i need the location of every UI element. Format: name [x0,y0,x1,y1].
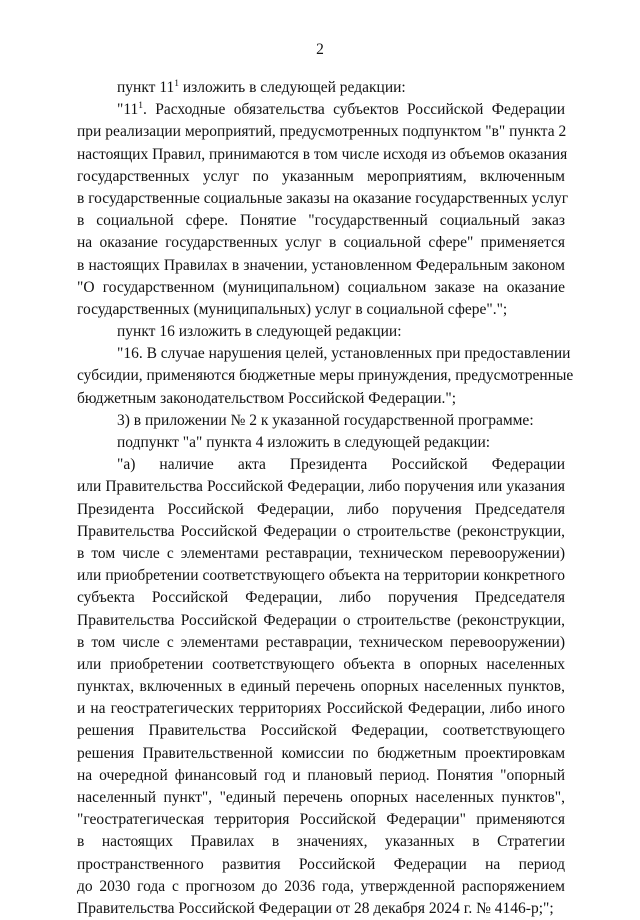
text-segment: населенный пункт", "единый перечень опорных населенных пунктов", [77,789,565,806]
text-line [77,499,565,521]
paragraph-p-11-1-intro [77,77,565,99]
text-line [77,454,565,476]
document-body [77,77,574,920]
text-line [77,255,565,277]
text-segment: в государственные социальные заказы на оказание государственных услуг [77,189,569,207]
text-segment: Правительства Российской Федерации о строительстве (реконструкции, [77,522,565,540]
text-segment: решения Правительства Российской Федерации, соответствующего [77,722,565,740]
text-segment: на очередной финансовый год и плановый период. Понятия "опорный [77,766,565,784]
text-line [77,876,565,898]
text-line [77,743,565,765]
text-line [77,632,565,654]
text-line [77,299,565,321]
text-segment: Правительства Российской Федерации от 28 декабря 2024 г. № 4146-р;"; [77,899,554,917]
text-segment: 3) в приложении № 2 к указанной государственной программе: [117,411,534,429]
text-line [77,787,565,809]
text-line [77,698,565,720]
text-segment: или приобретении соответствующего объекта в опорных населенных [77,655,565,673]
text-line [77,166,565,188]
paragraph-p-16-intro [77,321,565,343]
text-segment: бюджетным законодательством Российской Федерации."; [77,389,457,407]
text-segment: "16. В случае нарушения целей, установленных при предоставлении [117,345,571,363]
text-line [77,144,568,166]
text-segment: пунктах, включенных в единый перечень опорных населенных пунктов, [77,678,565,696]
text-segment: государственных услуг по указанным мероприятиям, включенным [77,167,565,185]
text-line [77,587,565,609]
text-line [77,277,565,299]
text-segment: подпункт "а" пункта 4 изложить в следующей редакции: [117,434,491,451]
text-segment: "11 [117,101,139,119]
text-line [77,676,565,698]
text-segment: "геостратегическая территория Российской Федерации" применяются [77,811,565,829]
text-segment: или Правительства Российской Федерации, либо поручения или указания [77,478,565,496]
text-segment: Президента Российской Федерации, либо поручения Председателя [77,500,565,518]
text-segment: . Расходные обязательства субъектов Российской Федерации [143,101,565,119]
text-line [77,365,574,387]
text-segment: пункт 16 изложить в следующей редакции: [117,323,402,341]
text-line [77,543,565,565]
paragraph-p-16-text [77,343,574,410]
text-segment: в том числе с элементами реставрации, техническом перевооружении) [77,544,565,562]
text-segment: пункт 11 [117,79,175,96]
text-segment: до 2030 года с прогнозом до 2036 года, утвержденной распоряжением [77,877,565,895]
text-segment: на оказание государственных услуг в социальной сфере" применяется [77,234,565,252]
text-line [77,388,565,410]
text-line [77,121,565,143]
text-line [77,720,565,742]
text-segment: в настоящих Правилах в значениях, указанных в Стратегии [77,833,565,851]
text-segment: "О государственном (муниципальном) социальном заказе на оказание [77,278,565,296]
text-segment: и на геостратегических территориях Российской Федерации, либо иного [77,700,565,718]
text-segment: решения Правительственной комиссии по бюджетным проектировкам [77,744,565,762]
text-line [77,610,565,632]
text-line [77,854,565,876]
text-segment: "а) наличие акта Президента Российской Федерации [117,456,565,474]
text-segment: в том числе с элементами реставрации, техническом перевооружении) [77,633,565,651]
text-segment: государственных (муниципальных) услуг в социальной сфере"."; [77,300,508,318]
text-line [77,188,569,210]
text-segment: при реализации мероприятий, предусмотренных подпунктом "в" пункта 2 [77,123,567,141]
paragraph-p-4a-intro [77,432,565,454]
text-line [77,343,571,365]
text-line [77,410,565,432]
text-segment: субъекта Российской Федерации, либо поручения Председателя [77,589,565,607]
text-segment: настоящих Правил, принимаются в том числе исходя из объемов оказания [77,145,568,163]
text-line [77,831,565,853]
paragraph-p-3-appendix [77,410,565,432]
text-line [77,99,565,121]
paragraph-p-11-1-text [77,99,569,321]
text-segment: Правительства Российской Федерации о строительстве (реконструкции, [77,611,565,629]
text-line [77,77,565,99]
text-line [77,654,565,676]
text-line [77,521,565,543]
page-number: 2 [316,41,324,58]
superscript-index: 1 [138,101,144,112]
text-line [77,432,565,454]
text-segment: субсидии, применяются бюджетные меры принуждения, предусмотренные [77,367,574,385]
text-segment: изложить в следующей редакции: [179,79,406,96]
text-line [77,565,565,587]
text-line [77,898,565,920]
text-segment: в настоящих Правилах в значении, установленном Федеральным законом [77,256,565,274]
text-segment: в социальной сфере. Понятие "государственный социальный заказ [77,212,565,230]
text-line [77,476,565,498]
text-line [77,321,565,343]
paragraph-p-4a-text [77,454,565,920]
superscript-index: 1 [174,78,179,89]
text-line [77,232,565,254]
text-line [77,210,565,232]
text-segment: или приобретении соответствующего объекта на территории конкретного [77,567,565,585]
text-line [77,765,565,787]
text-segment: пространственного развития Российской Федерации на период [77,855,565,873]
text-line [77,809,565,831]
